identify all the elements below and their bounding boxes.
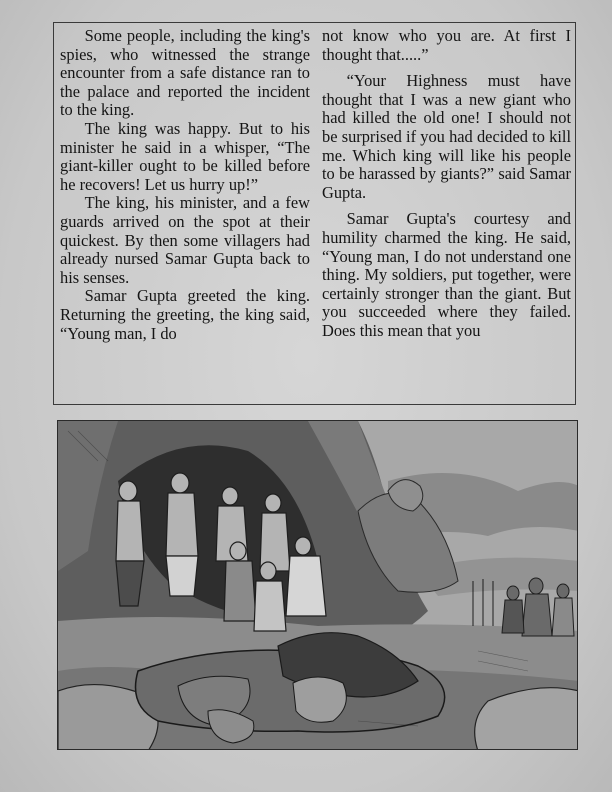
- left-column: [60, 27, 310, 343]
- story-illustration: [57, 420, 578, 750]
- text-frame: [53, 22, 576, 405]
- illustration-drawing: [58, 421, 578, 750]
- paragraph: The king, his minister, and a few guards arrived on the spot at their quickest. By then some villagers had already nursed Samar Gupta back to his senses.: [60, 193, 310, 287]
- paragraph: Samar Gupta greeted the king. Returning the greeting, the king said, “Young man, I do: [60, 286, 310, 343]
- paragraph: “Your Highness must have thought that I was a new giant who had killed the old one! I should not be surprised if you had decided to kill me. Which king will like his people to be harassed by giants?” said Samar Gupta.: [322, 71, 571, 202]
- paragraph: Some people, including the king's spies, who witnessed the strange encounter from a safe distance ran to the palace and reported the incident to the king.: [60, 26, 310, 120]
- paragraph: not know who you are. At first I thought that.....”: [322, 26, 571, 64]
- paragraph: The king was happy. But to his minister he said in a whisper, “The giant-killer ought to be killed before he recovers! Let us hurry up!”: [60, 118, 310, 194]
- right-column: [322, 27, 571, 341]
- paragraph: Samar Gupta's courtesy and humility charmed the king. He said, “Young man, I do not understand one thing. My soldiers, put together, were certainly stronger than the giant. But you succeeded where they failed. Does this mean that you: [322, 209, 571, 340]
